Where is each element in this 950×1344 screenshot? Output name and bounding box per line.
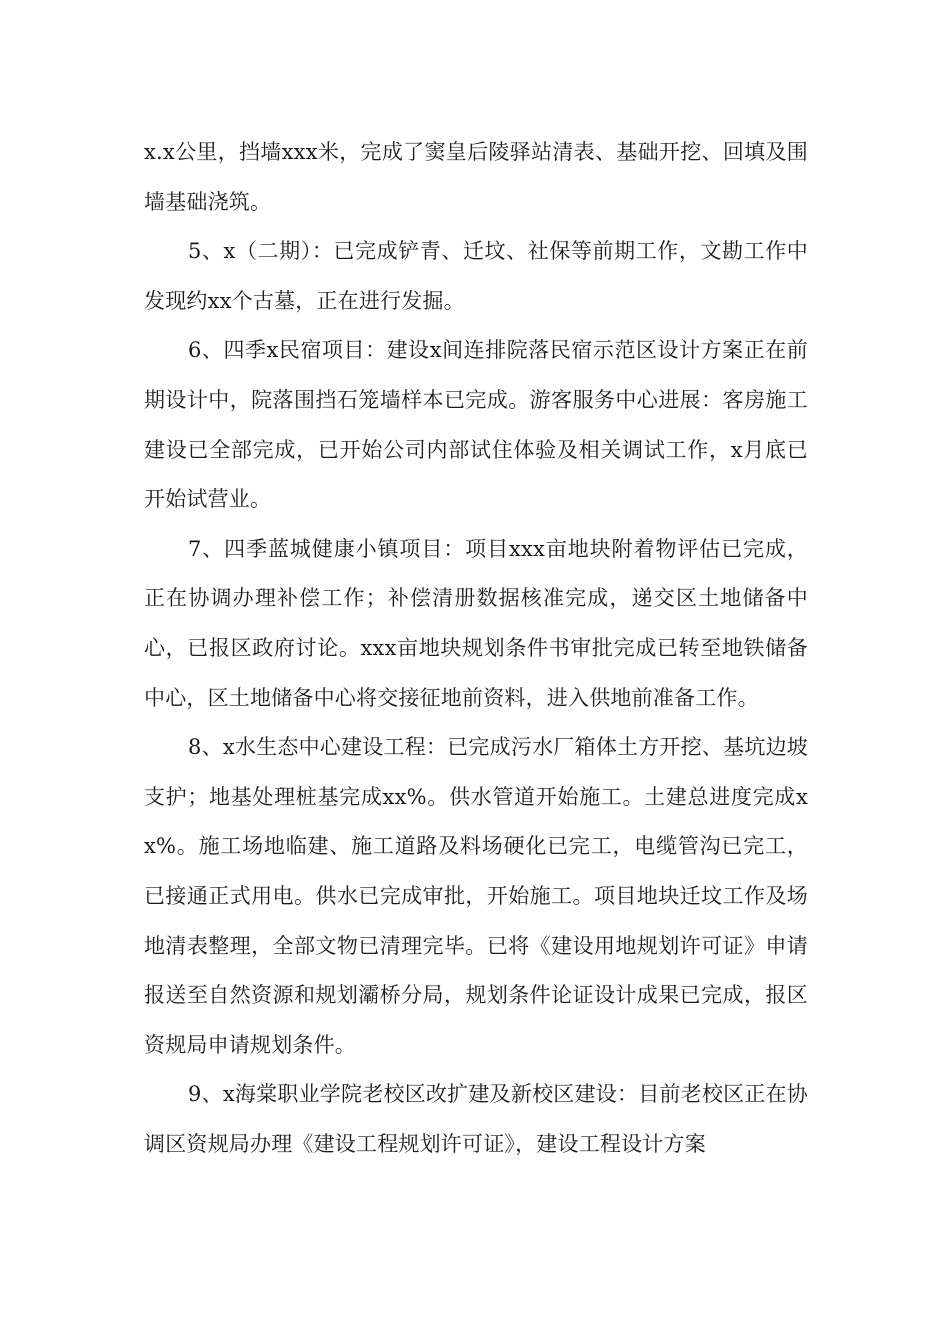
paragraph-item-7: 7、四季蓝城健康小镇项目：项目xxx亩地块附着物评估已完成，正在协调办理补偿工作；补偿清册数据核准完成，递交区土地储备中心，已报区政府讨论。xxx亩地块规划条件书审批完成已转至地铁储备中心，区土地储备中心将交接征地前资料，进入供地前准备工作。 <box>144 536 808 710</box>
paragraph-item-5: 5、x（二期）：已完成铲青、迁坟、社保等前期工作，文勘工作中发现约xx个古墓，正在进行发掘。 <box>144 239 808 313</box>
paragraph-continuation: x.x公里，挡墙xxx米，完成了窦皇后陵驿站清表、基础开挖、回填及围墙基础浇筑。 <box>144 140 808 214</box>
paragraph-item-8: 8、x水生态中心建设工程：已完成污水厂箱体土方开挖、基坑边坡支护；地基处理桩基完成xx%。供水管道开始施工。土建总进度完成xx%。施工场地临建、施工道路及料场硬化已完工，电缆管沟已完工，已接通正式用电。供水已完成审批，开始施工。项目地块迁坟工作及场地清表整理，全部文物已清理完毕。已将《建设用地规划许可证》申请报送至自然资源和规划灞桥分局，规划条件论证设计成果已完成，报区资规局申请规划条件。 <box>144 735 808 1057</box>
document-body <box>144 128 808 1169</box>
paragraph-item-9: 9、x海棠职业学院老校区改扩建及新校区建设：目前老校区正在协调区资规局办理《建设工程规划许可证》，建设工程设计方案 <box>144 1082 808 1156</box>
paragraph-item-6: 6、四季x民宿项目：建设x间连排院落民宿示范区设计方案正在前期设计中，院落围挡石笼墙样本已完成。游客服务中心进展：客房施工建设已全部完成，已开始公司内部试住体验及相关调试工作，x月底已开始试营业。 <box>144 338 808 512</box>
